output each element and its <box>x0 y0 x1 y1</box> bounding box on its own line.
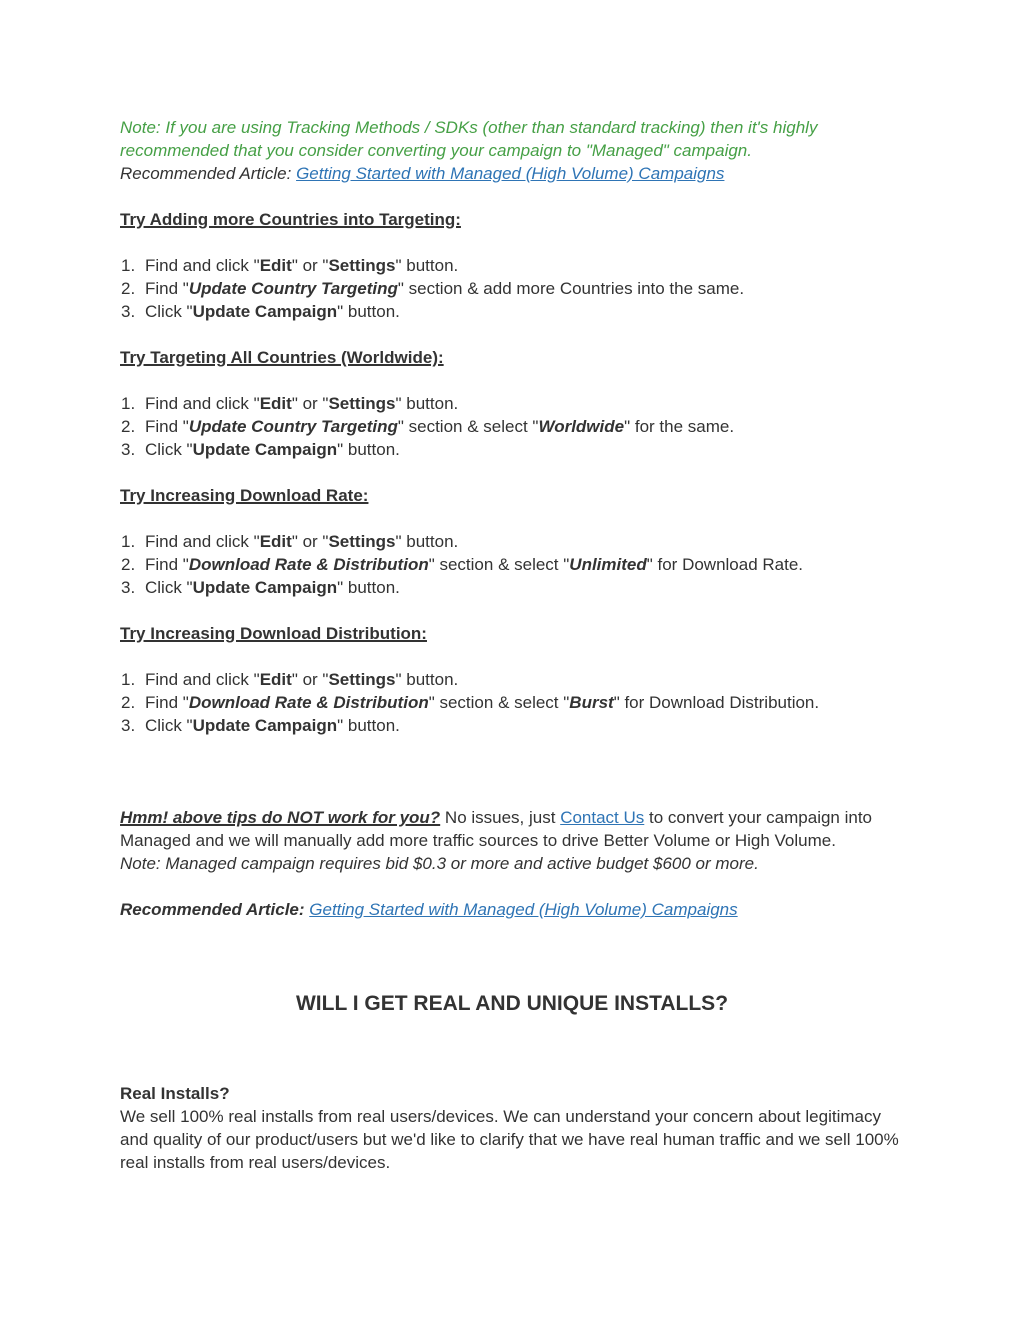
text-run: " button. <box>395 670 459 689</box>
text-run: " button. <box>337 578 400 597</box>
fallback-text <box>120 806 904 852</box>
tip-section <box>120 208 904 323</box>
tip-section <box>120 484 904 599</box>
fallback-before-link: No issues, just <box>440 808 561 827</box>
text-run: " button. <box>337 440 400 459</box>
text-run: Click " <box>145 578 193 597</box>
text-run: Find " <box>145 417 189 436</box>
text-run: " section & select " <box>428 555 570 574</box>
fallback-after-link: to convert your campaign into Managed and we will manually add more traffic sources to drive Better Volume or High Volume. <box>120 808 873 850</box>
text-run: Worldwide <box>538 417 625 436</box>
text-run: Find and click " <box>145 394 260 413</box>
real-installs-heading: Real Installs? <box>120 1084 230 1103</box>
intro-note: Note: If you are using Tracking Methods / SDKs (other than standard tracking) then it's highly recommended that you consider converting your campaign to "Managed" campaign. <box>120 118 818 160</box>
text-run: Update Country Targeting <box>188 417 398 436</box>
page-title: WILL I GET REAL AND UNIQUE INSTALLS? <box>295 992 729 1015</box>
real-installs-body: We sell 100% real installs from real users/devices. We can understand your concern about legitimacy and quality of our product/users but we'd like to clarify that we have real human traffic and we sell 100% real installs from real users/devices. <box>120 1107 899 1172</box>
step-item <box>120 300 904 323</box>
text-run: Edit <box>259 532 292 551</box>
text-run: " button. <box>337 302 400 321</box>
text-run: Edit <box>259 256 292 275</box>
text-run: " button. <box>395 256 459 275</box>
text-run: Find and click " <box>145 532 260 551</box>
text-run: " button. <box>337 716 400 735</box>
text-run: Find and click " <box>145 256 260 275</box>
section-heading: Try Adding more Countries into Targeting: <box>120 210 461 229</box>
text-run: Unlimited <box>569 555 647 574</box>
text-run: Settings <box>328 670 396 689</box>
recommended-article-2 <box>120 898 904 921</box>
steps-list <box>120 392 904 461</box>
step-item <box>120 392 904 415</box>
steps-list <box>120 668 904 737</box>
text-run: " button. <box>395 532 459 551</box>
step-item <box>120 254 904 277</box>
text-run: Settings <box>328 394 396 413</box>
tips-sections <box>120 208 904 737</box>
section-heading: Try Targeting All Countries (Worldwide): <box>120 348 444 367</box>
tip-section <box>120 622 904 737</box>
text-run: Download Rate & Distribution <box>188 693 429 712</box>
text-run: Update Country Targeting <box>188 279 398 298</box>
section-heading: Try Increasing Download Rate: <box>120 486 369 505</box>
step-item <box>120 691 904 714</box>
recommended-article-1 <box>120 162 904 185</box>
step-item <box>120 553 904 576</box>
text-run: Download Rate & Distribution <box>188 555 429 574</box>
section-heading: Try Increasing Download Distribution: <box>120 624 427 643</box>
step-item <box>120 277 904 300</box>
recommended-article-link[interactable]: Getting Started with Managed (High Volume) Campaigns <box>309 900 738 919</box>
text-run: Click " <box>145 440 193 459</box>
contact-us-link[interactable]: Contact Us <box>560 808 645 827</box>
fallback-lead: Hmm! above tips do NOT work for you? <box>120 808 441 827</box>
steps-list <box>120 530 904 599</box>
text-run: " section & select " <box>428 693 570 712</box>
text-run: " or " <box>291 394 329 413</box>
text-run: Update Campaign <box>192 302 338 321</box>
steps-list <box>120 254 904 323</box>
text-run: " for the same. <box>624 417 735 436</box>
text-run: " section & select " <box>397 417 539 436</box>
fallback-paragraph <box>120 806 904 875</box>
text-run: Update Campaign <box>192 716 338 735</box>
text-run: Edit <box>259 670 292 689</box>
text-run: Update Campaign <box>192 440 338 459</box>
text-run: Find and click " <box>145 670 260 689</box>
recommended-article-label: Recommended Article: <box>120 900 305 919</box>
text-run: " for Download Distribution. <box>613 693 820 712</box>
step-item <box>120 438 904 461</box>
text-run: Settings <box>328 256 396 275</box>
tip-section <box>120 346 904 461</box>
text-run: " for Download Rate. <box>646 555 804 574</box>
step-item <box>120 415 904 438</box>
text-run: Edit <box>259 394 292 413</box>
text-run: Find " <box>145 693 189 712</box>
text-run: Find " <box>145 555 189 574</box>
step-item <box>120 714 904 737</box>
text-run: Update Campaign <box>192 578 338 597</box>
recommended-article-link[interactable]: Getting Started with Managed (High Volume) Campaigns <box>296 164 725 183</box>
managed-requirements-note: Note: Managed campaign requires bid $0.3 or more and active budget $600 or more. <box>120 854 759 873</box>
text-run: Click " <box>145 302 193 321</box>
step-item <box>120 530 904 553</box>
text-run: " section & add more Countries into the same. <box>397 279 745 298</box>
step-item <box>120 668 904 691</box>
text-run: " or " <box>291 670 329 689</box>
step-item <box>120 576 904 599</box>
recommended-article-label: Recommended Article: <box>120 164 292 183</box>
text-run: " or " <box>291 532 329 551</box>
text-run: Find " <box>145 279 189 298</box>
text-run: " button. <box>395 394 459 413</box>
text-run: Settings <box>328 532 396 551</box>
text-run: " or " <box>291 256 329 275</box>
text-run: Click " <box>145 716 193 735</box>
text-run: Burst <box>569 693 614 712</box>
